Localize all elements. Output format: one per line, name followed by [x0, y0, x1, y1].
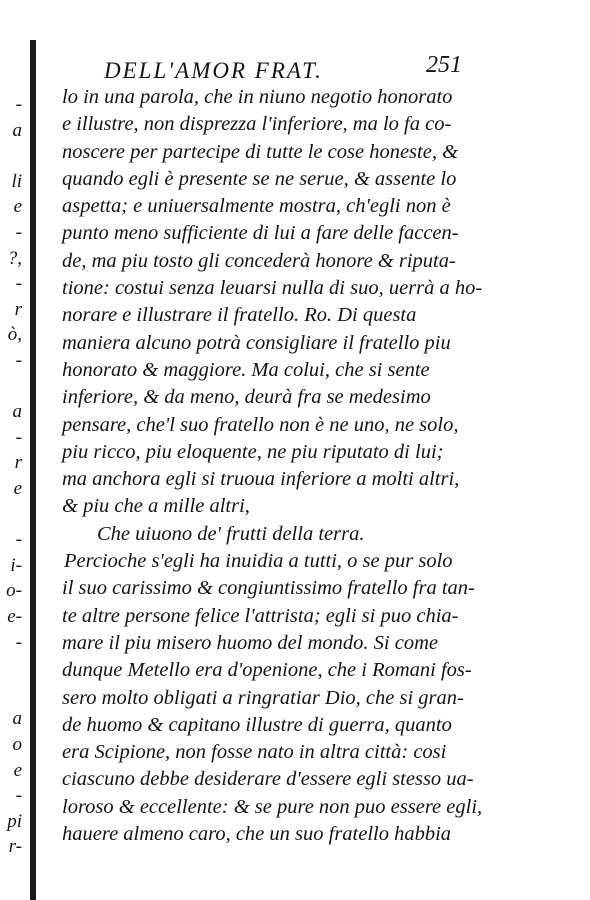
page-number: 251	[426, 52, 462, 78]
facing-page-fragment: li	[11, 170, 22, 192]
body-text	[62, 84, 512, 848]
facing-page-fragment: r	[14, 452, 22, 474]
text-line: dunque Metello era d'openione, che i Romani fos-	[62, 659, 472, 682]
facing-page-fragment: -	[15, 94, 22, 115]
facing-page-fragment: -	[15, 785, 22, 807]
facing-page-fragment: o-	[6, 580, 22, 602]
text-line: tione: costui senza leuarsi nulla di suo, uerrà a ho-	[62, 277, 483, 300]
text-line: ciascuno debbe desiderare d'essere egli stesso ua-	[62, 768, 474, 791]
facing-page-margin	[0, 95, 24, 875]
text-line: e illustre, non disprezza l'inferiore, ma lo fa co-	[62, 113, 452, 136]
text-line: norare e illustrare il fratello. Ro. Di questa	[62, 304, 417, 327]
facing-page-fragment: -	[15, 529, 22, 551]
facing-page-fragment: e	[13, 196, 22, 218]
facing-page-fragment: r-	[8, 836, 22, 858]
text-line: quando egli è presente se ne serue, & assente lo	[62, 167, 457, 190]
text-line: te altre persone felice l'attrista; egli si puo chia-	[62, 604, 459, 627]
text-line: hauere almeno caro, che un suo fratello habbia	[62, 823, 452, 846]
verse-quotation: Che uiuono de' frutti della terra.	[97, 522, 365, 545]
text-line: il suo carissimo & congiuntissimo fratello fra tan-	[62, 577, 475, 600]
text-line: de, ma piu tosto gli concederà honore & riputa-	[62, 249, 456, 272]
facing-page-fragment: a	[12, 708, 22, 730]
text-line: lo in una parola, che in niuno negotio honorato	[62, 86, 453, 108]
facing-page-fragment: -	[15, 273, 22, 295]
facing-page-fragment: ò,	[7, 324, 22, 346]
text-line: pensare, che'l suo fratello non è ne uno, ne solo,	[62, 413, 459, 436]
facing-page-fragment: i-	[10, 554, 22, 576]
text-line: era Scipione, non fosse nato in altra città: cosi	[62, 741, 447, 764]
page-header	[104, 52, 524, 86]
facing-page-fragment: e-	[7, 606, 22, 627]
text-line: mare il piu misero huomo del mondo. Si come	[62, 631, 438, 654]
text-line: loroso & eccellente: & se pure non puo essere egli,	[62, 795, 483, 818]
text-line: punto meno sufficiente di lui a fare delle faccen-	[62, 222, 459, 245]
text-line: aspetta; e uniuersalmente mostra, ch'egli non è	[62, 195, 451, 218]
facing-page-fragment: -	[15, 631, 22, 653]
facing-page-fragment: a	[12, 119, 22, 141]
facing-page-fragment: -	[15, 426, 22, 448]
text-line: de huomo & capitano illustre di guerra, quanto	[62, 713, 452, 736]
facing-page-fragment: ?,	[7, 247, 22, 269]
facing-page-fragment: e	[13, 478, 22, 499]
binding-gutter	[30, 40, 36, 900]
text-line: inferiore, & da meno, deurà fra se medesimo	[62, 386, 431, 409]
text-line: noscere per partecipe di tutte le cose honeste, &	[62, 140, 459, 163]
running-title: DELL'AMOR FRAT.	[104, 58, 323, 83]
text-line: Percioche s'egli ha inuidia a tutti, o se pur solo	[64, 550, 453, 573]
facing-page-fragment: pi	[7, 810, 22, 832]
text-line: maniera alcuno potrà consigliare il fratello piu	[62, 331, 451, 354]
facing-page-fragment: a	[12, 401, 22, 423]
text-line: ma anchora egli si truoua inferiore a molti altri,	[62, 468, 460, 491]
text-line: honorato & maggiore. Ma colui, che si sente	[62, 358, 430, 381]
facing-page-fragment: -	[15, 350, 22, 371]
facing-page-fragment: e	[13, 759, 22, 781]
text-line: sero molto obligati a ringratiar Dio, che si gran-	[62, 686, 464, 709]
facing-page-fragment: o	[12, 734, 22, 755]
facing-page-fragment: -	[15, 222, 22, 243]
facing-page-fragment: r	[14, 298, 22, 320]
text-line: piu ricco, piu eloquente, ne piu riputato di lui;	[62, 440, 444, 463]
text-line: & piu che a mille altri,	[62, 495, 250, 518]
